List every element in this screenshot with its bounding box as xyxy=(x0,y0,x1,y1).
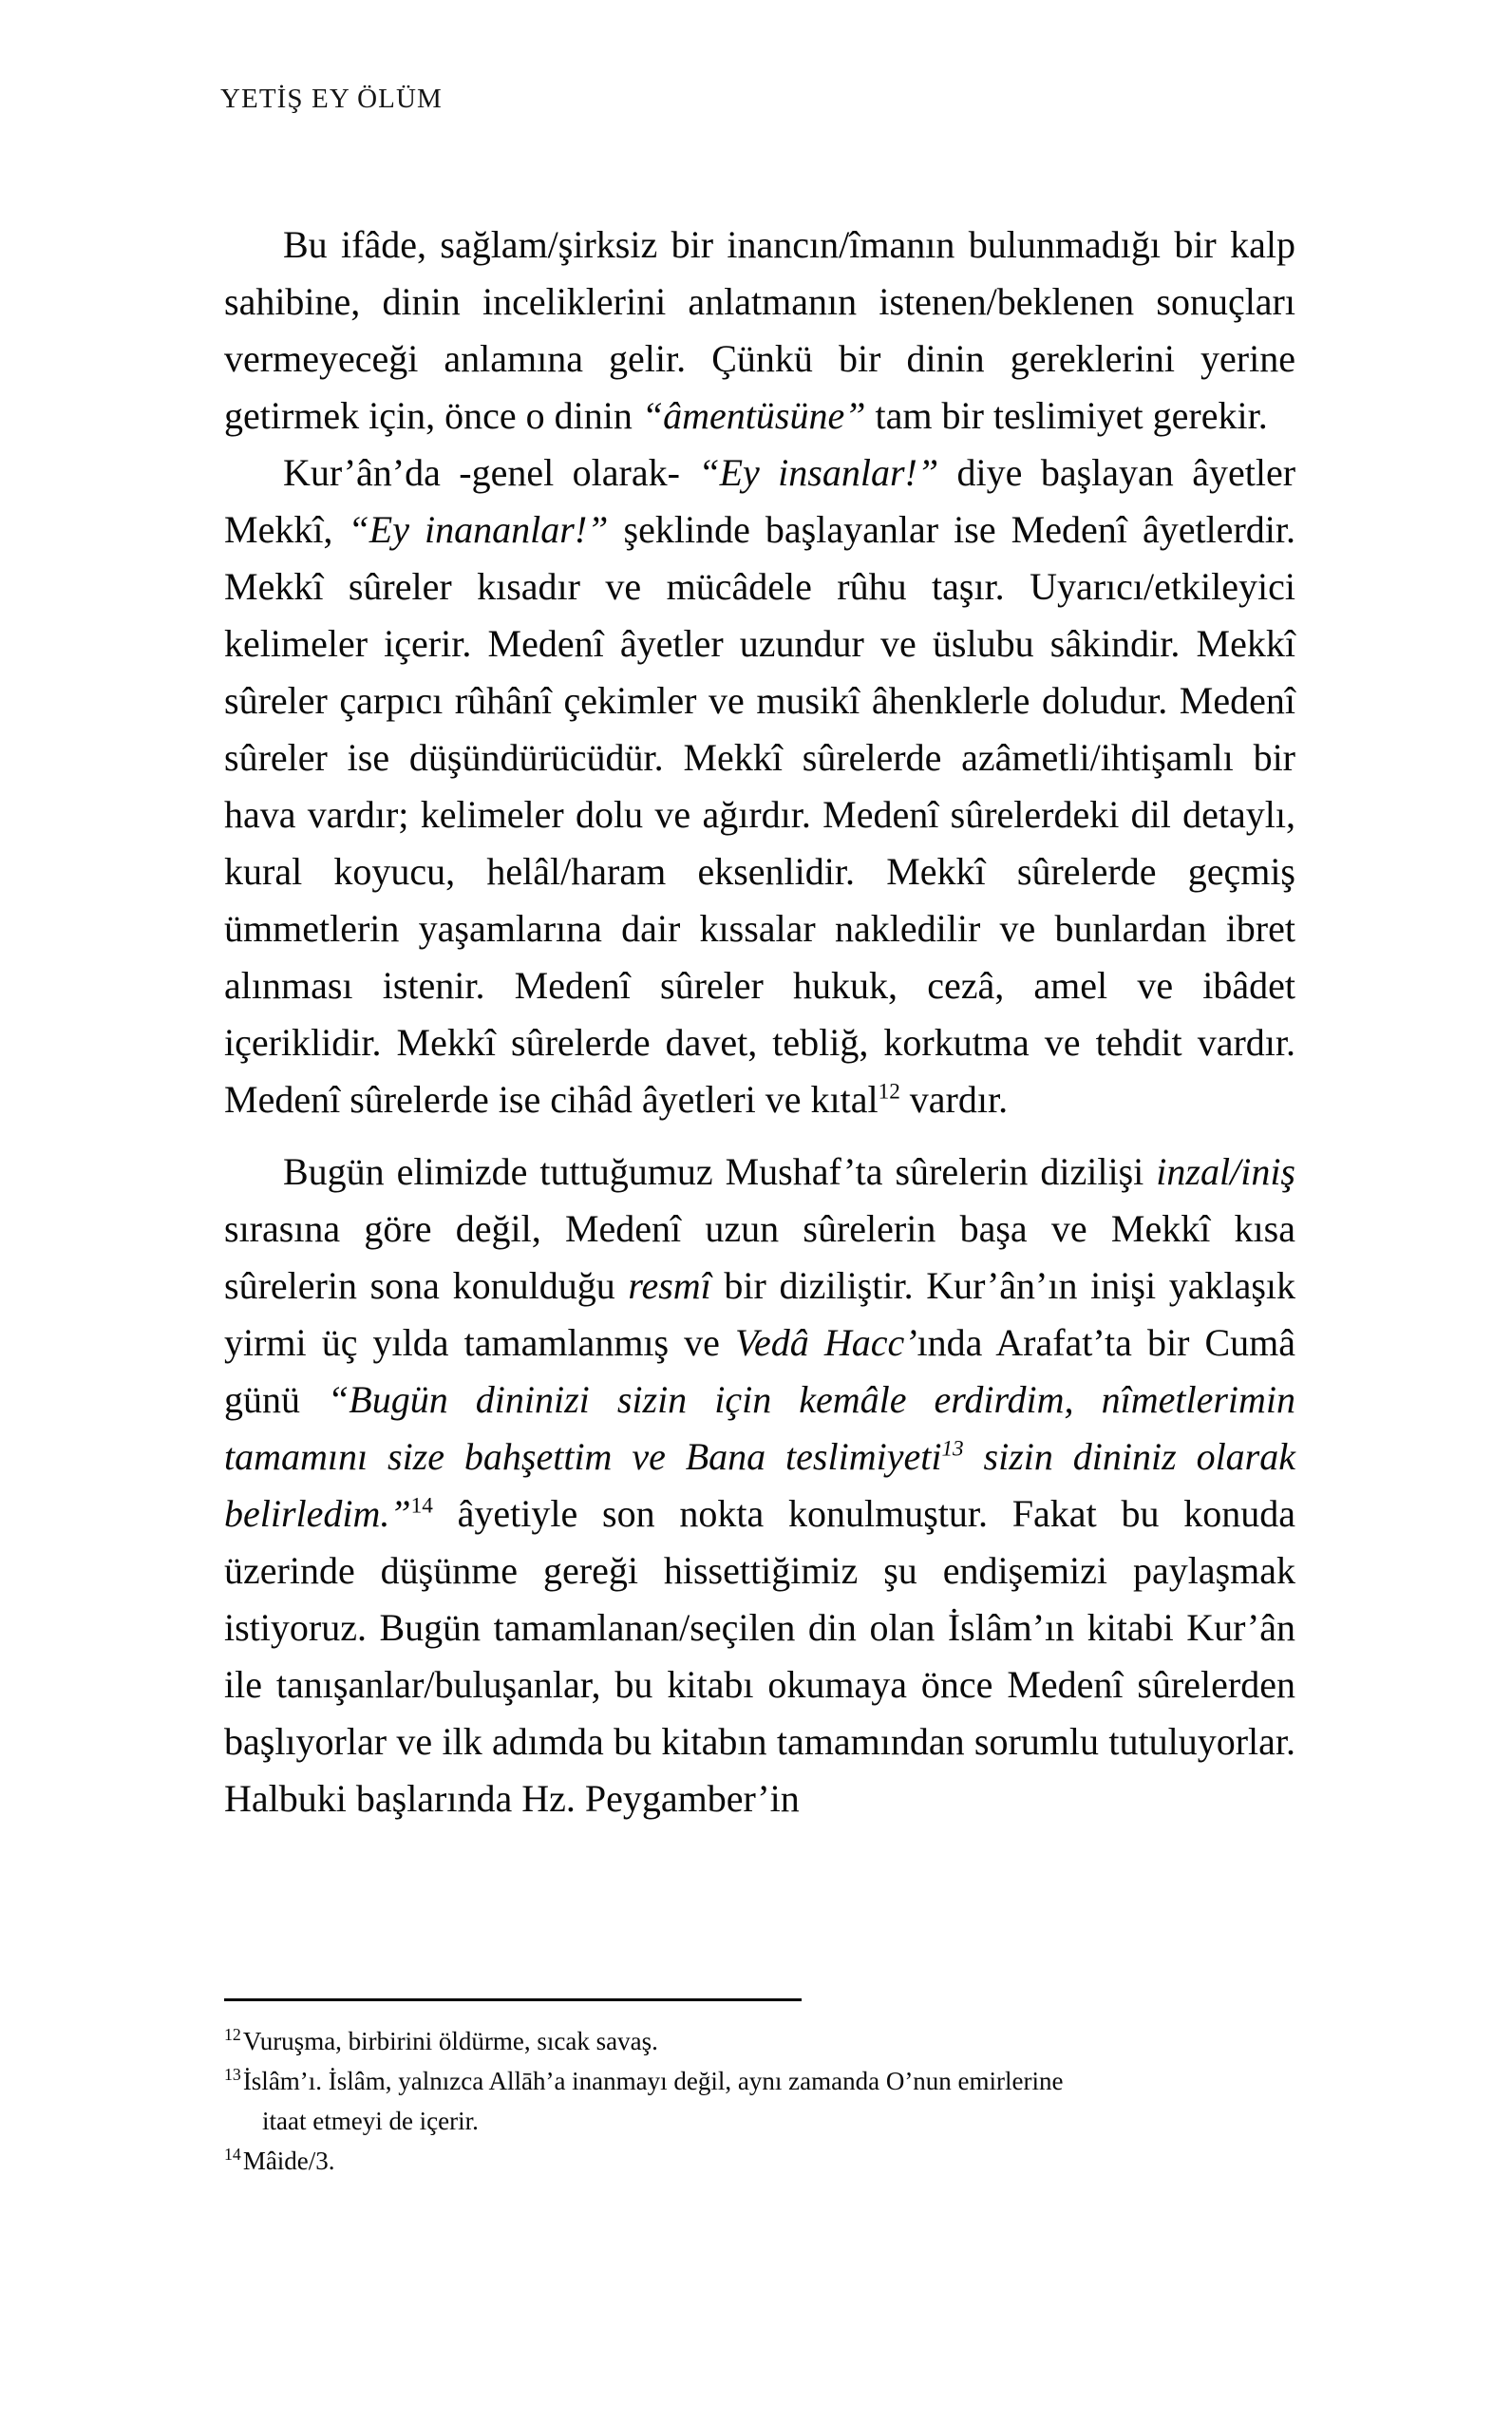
paragraph-3-segment-1: Bugün elimizde tuttuğumuz Mushaf’ta sûrelerin dizilişi xyxy=(283,1150,1157,1193)
paragraph-1-segment-1: Bu ifâde, sağlam/şirksiz bir inancın/îmanın bulunmadığı bir kalp sahibine, dinin inceliklerini anlatmanın istenen/beklenen sonuçları vermeyeceği anlamına gelir. Çünkü bir dinin gereklerini yerine getirmek için, önce o dinin xyxy=(224,223,1295,437)
paragraph-2-segment-6: vardır. xyxy=(899,1078,1009,1121)
paragraph-2-segment-5: şeklinde başlayanlar ise Medenî âyetlerdir. Mekkî sûreler kısadır ve mücâdele rûhu taşır. Uyarıcı/etkileyici kelimeler içerir. Medenî âyetler uzundur ve üslubu sâkindir. Mekkî sûreler çarpıcı rûhânî çekimler ve musikî âhenklerle doludur. Medenî sûreler ise düşündürücüdür. Mekkî sûrelerde azâmetli/ihtişamlı bir hava vardır; kelimeler dolu ve ağırdır. Medenî sûrelerdeki dil detaylı, kural koyucu, helâl/haram eksenlidir. Mekkî sûrelerde geçmiş ümmetlerin yaşamlarına dair kıssalar nakledilir ve bunlardan ibret alınması istenir. Medenî sûreler hukuk, cezâ, amel ve ibâdet içeriklidir. Mekkî sûrelerde davet, tebliğ, korkutma ve tehdit vardır. Medenî sûrelerde ise cihâd âyetleri ve kıtal xyxy=(224,508,1295,1121)
paragraph-3-emphasis-inzal-inis: inzal/iniş xyxy=(1156,1150,1295,1193)
footnote-marker-14[interactable]: 14 xyxy=(410,1493,433,1519)
paragraph-3-quote-part-1: “Bugün dininizi sizin için kemâle erdirdim, nîmetlerimin tamamını size bahşettim ve Bana teslimiyeti xyxy=(224,1378,1296,1478)
footnote-marker-12[interactable]: 12 xyxy=(878,1079,900,1105)
paragraph-2-segment-1: Kur’ân’da -genel olarak- xyxy=(283,451,699,494)
paragraph-3-segment-3: sırasına göre değil, Medenî uzun sûrelerin başa ve Mekkî kısa sûrelerin sona konulduğu xyxy=(224,1207,1295,1307)
footnote-text-continuation: itaat etmeyi de içerir. xyxy=(262,2107,479,2135)
footnote-area xyxy=(224,1998,1295,2182)
footnote-text: Mâide/3. xyxy=(242,2147,335,2175)
footnote-item xyxy=(224,2142,1295,2180)
paragraph-1-emphasis-amentusune: “âmentüsüne” xyxy=(641,394,866,437)
body-text-column xyxy=(224,217,1295,1827)
paragraph-1 xyxy=(224,217,1295,445)
paragraph-2-segment-3: diye başlayan âyetler Mekkî, xyxy=(224,451,1296,551)
paragraph-2-quote-ey-inananlar: “Ey inananlar!” xyxy=(348,508,609,551)
footnote-number: 13 xyxy=(224,2065,241,2084)
paragraph-2-quote-ey-insanlar: “Ey insanlar!” xyxy=(698,451,939,494)
paragraph-2 xyxy=(224,445,1295,1128)
paragraph-3-segment-10: âyetiyle son nokta konulmuştur. Fakat bu konuda üzerinde düşünme gereği hissettiğimiz şu endişemizi paylaşmak istiyoruz. Bugün tamamlanan/seçilen din olan İslâm’ın kitabi Kur’ân ile tanışanlar/buluşanlar, bu kitabı okumaya önce Medenî sûrelerden başlıyorlar ve ilk adımda bu kitabın tamamından sorumlu tutuluyorlar. Halbuki başlarında Hz. Peygamber’in xyxy=(224,1492,1295,1820)
paragraph-3-segment-5: bir diziliştir. Kur’ân’ın inişi yaklaşık yirmi üç yılda tamamlanmış ve xyxy=(224,1264,1296,1364)
footnote-list xyxy=(224,2022,1295,2180)
paragraph-3-emphasis-resmi: resmî xyxy=(628,1264,711,1307)
running-header: YETİŞ EY ÖLÜM xyxy=(220,84,443,114)
footnote-text: Vuruşma, birbirini öldürme, sıcak savaş. xyxy=(242,2027,658,2055)
footnote-marker-13[interactable]: 13 xyxy=(941,1436,964,1462)
paragraph-3-emphasis-veda-hacc: Vedâ Hacc’ xyxy=(735,1321,917,1364)
paragraph-3 xyxy=(224,1144,1295,1827)
paragraph-3-quote-part-2: sizin dininiz olarak belirledim.” xyxy=(224,1435,1296,1535)
paragraph-3-segment-7: ında Arafat’ta bir Cumâ günü xyxy=(224,1321,1296,1421)
footnote-separator-rule xyxy=(224,1998,802,2001)
footnote-number: 14 xyxy=(224,2145,241,2164)
footnote-text: İslâm’ı. İslâm, yalnızca Allāh’a inanmayı değil, aynı zamanda O’nun emirlerine xyxy=(242,2067,1064,2095)
paragraph-1-segment-3: tam bir teslimiyet gerekir. xyxy=(865,394,1268,437)
footnote-item xyxy=(224,2022,1295,2060)
footnote-number: 12 xyxy=(224,2025,241,2044)
footnote-item xyxy=(224,2062,1295,2100)
